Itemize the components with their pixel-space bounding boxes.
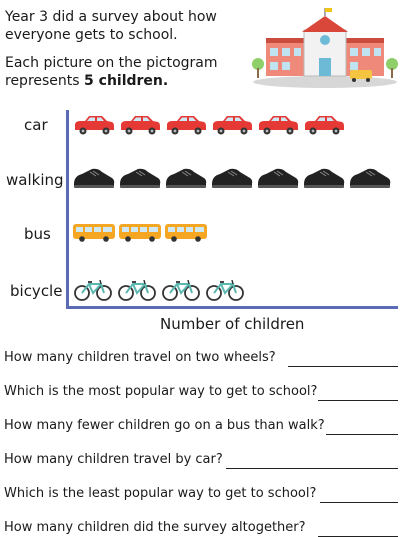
category-label-car: car — [24, 116, 48, 134]
shoe-icon — [210, 166, 254, 190]
shoe-icon — [118, 166, 162, 190]
bus-icon — [72, 221, 116, 243]
question-6: How many children did the survey altogether? — [4, 520, 306, 535]
shoe-icon — [348, 166, 392, 190]
intro-line-2-text: Each picture on the pictogram represents — [5, 55, 218, 89]
shoe-icon — [302, 166, 346, 190]
bus-icon — [164, 221, 208, 243]
shoe-icon — [256, 166, 300, 190]
car-icon — [302, 114, 346, 136]
question-3: How many fewer children go on a bus than walk? — [4, 418, 325, 433]
key-value: 5 children. — [84, 73, 169, 89]
x-axis — [66, 306, 398, 309]
category-label-walking: walking — [6, 171, 64, 189]
category-label-bicycle: bicycle — [10, 282, 63, 300]
answer-line-2[interactable] — [318, 400, 398, 401]
car-icon — [118, 114, 162, 136]
bicycle-icon — [160, 278, 202, 302]
pictogram — [0, 96, 400, 336]
question-2: Which is the most popular way to get to school? — [4, 384, 318, 399]
intro-text — [5, 8, 267, 100]
question-1: How many children travel on two wheels? — [4, 350, 276, 365]
shoe-icon — [164, 166, 208, 190]
y-axis — [66, 110, 69, 309]
row-bicycle — [72, 277, 246, 303]
answer-line-5[interactable] — [320, 502, 398, 503]
x-axis-label: Number of children — [160, 315, 305, 333]
bicycle-icon — [72, 278, 114, 302]
intro-line-2 — [5, 54, 267, 90]
school-illustration — [252, 8, 398, 88]
question-4: How many children travel by car? — [4, 452, 223, 467]
question-5: Which is the least popular way to get to school? — [4, 486, 317, 501]
answer-line-1[interactable] — [288, 366, 398, 367]
category-label-bus: bus — [24, 225, 51, 243]
car-icon — [72, 114, 116, 136]
row-bus — [72, 219, 208, 245]
row-car — [72, 112, 346, 138]
intro-line-1: Year 3 did a survey about how everyone gets to school. — [5, 9, 217, 43]
bus-icon — [118, 221, 162, 243]
bicycle-icon — [204, 278, 246, 302]
car-icon — [210, 114, 254, 136]
row-walking — [72, 165, 392, 191]
bicycle-icon — [116, 278, 158, 302]
car-icon — [164, 114, 208, 136]
car-icon — [256, 114, 300, 136]
shoe-icon — [72, 166, 116, 190]
answer-line-4[interactable] — [226, 468, 398, 469]
answer-line-3[interactable] — [326, 434, 398, 435]
